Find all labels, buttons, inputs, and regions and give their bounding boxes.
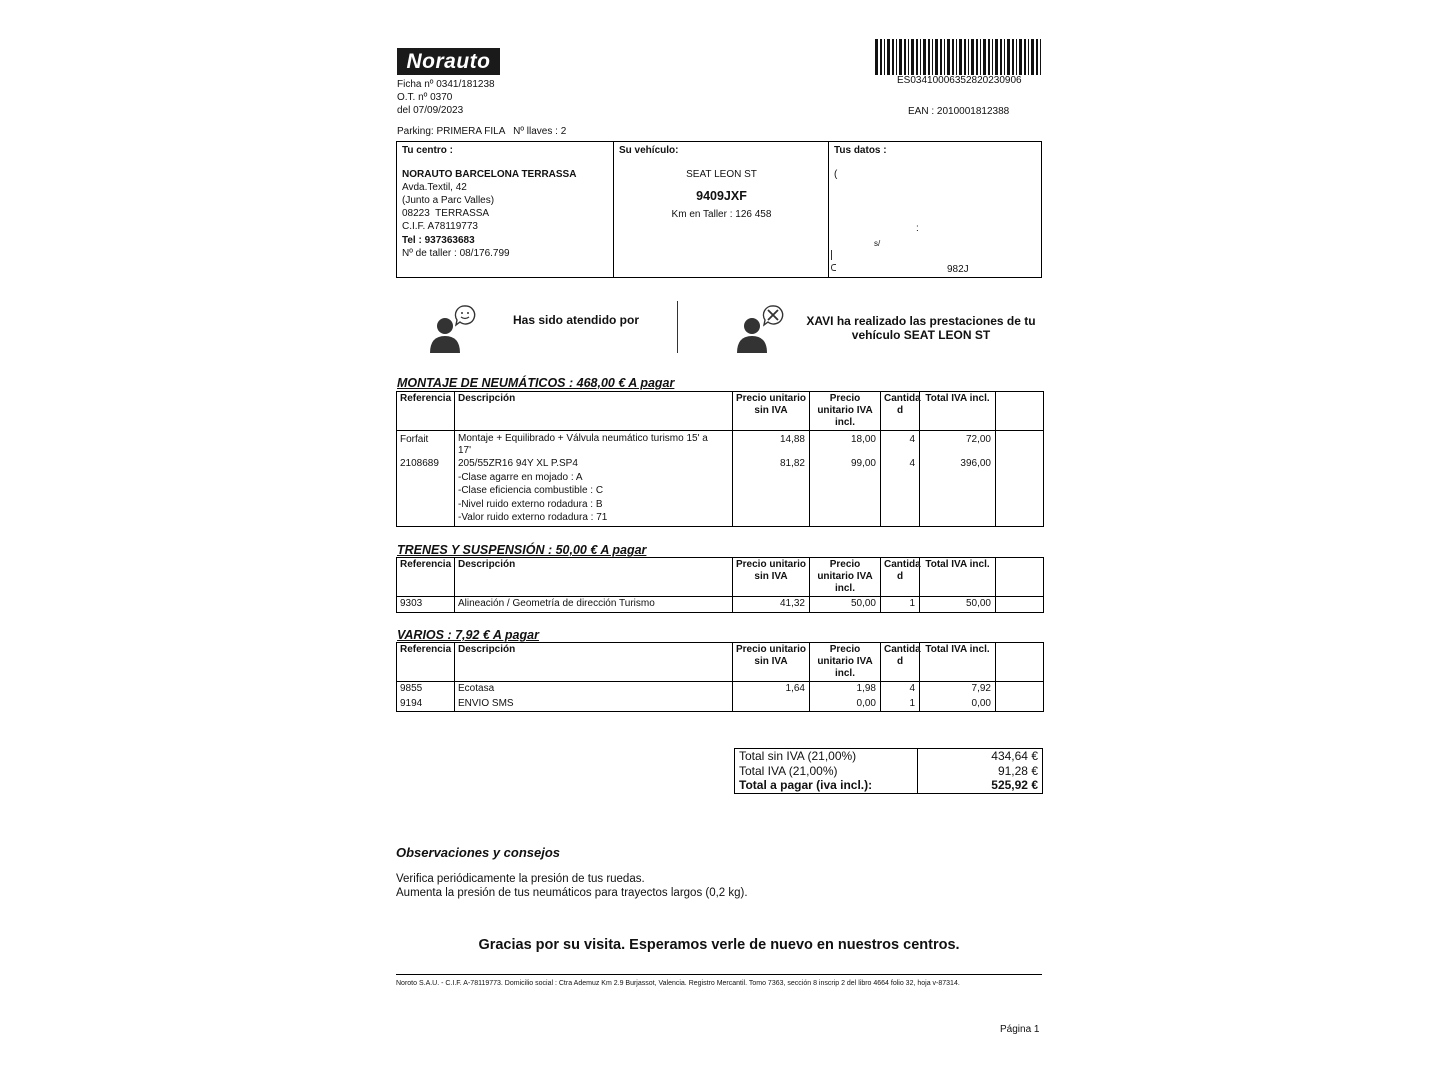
barcode-bar bbox=[1007, 39, 1010, 75]
ficha-number: Ficha nº 0341/181238 bbox=[397, 79, 495, 90]
observaciones-title: Observaciones y consejos bbox=[396, 845, 561, 860]
cell-empty bbox=[996, 697, 1044, 712]
barcode-bar bbox=[1012, 39, 1014, 75]
section-title-varios: VARIOS : 7,92 € A pagar bbox=[397, 628, 539, 642]
barcode-bar bbox=[940, 39, 942, 75]
total-iva-label: Total IVA (21,00%) bbox=[739, 763, 838, 778]
cell-pu-sin: 1,64 bbox=[733, 682, 810, 697]
observaciones-line-1: Verifica periódicamente la presión de tus ruedas. bbox=[396, 873, 645, 885]
header-total: Total IVA incl. bbox=[920, 392, 996, 431]
cell-empty bbox=[996, 682, 1044, 697]
cell-ref: 9194 bbox=[397, 697, 455, 712]
table-row bbox=[397, 431, 1044, 458]
mechanic-text bbox=[790, 314, 1052, 342]
table-varios bbox=[396, 642, 1044, 712]
barcode-bar bbox=[944, 39, 945, 75]
norauto-logo: Norauto bbox=[397, 48, 500, 75]
barcode-image bbox=[875, 39, 1044, 75]
centro-column bbox=[397, 142, 613, 277]
barcode-bar bbox=[875, 39, 878, 75]
totals-row-sin-iva bbox=[735, 749, 1043, 764]
vehicle-model: SEAT LEON ST bbox=[686, 169, 757, 180]
datos-mark-2 bbox=[831, 264, 836, 271]
vehicle-plate: 9409JXF bbox=[696, 189, 747, 203]
cell-pu-con: 50,00 bbox=[810, 597, 881, 613]
totals-row-pagar bbox=[735, 778, 1043, 793]
barcode-bar bbox=[964, 39, 966, 75]
barcode-bar bbox=[992, 39, 993, 75]
barcode-bar bbox=[935, 39, 938, 75]
barcode-bar bbox=[983, 39, 986, 75]
header-cantidad: Cantida d bbox=[881, 558, 920, 597]
cell-empty bbox=[996, 597, 1044, 613]
barcode-bar bbox=[995, 39, 998, 75]
datos-partial-4: 982J bbox=[947, 264, 969, 275]
datos-column bbox=[828, 142, 1041, 277]
cell-pu-sin: 41,32 bbox=[733, 597, 810, 613]
barcode-bar bbox=[952, 39, 954, 75]
cell-ref: 9303 bbox=[397, 597, 455, 613]
cell-empty bbox=[996, 457, 1044, 526]
barcode-bar bbox=[959, 39, 962, 75]
totals-row-iva bbox=[735, 764, 1043, 779]
cell-desc: Ecotasa bbox=[455, 682, 733, 697]
observaciones-line-2: Aumenta la presión de tus neumáticos para trayectos largos (0,2 kg). bbox=[396, 887, 748, 899]
attended-by-text: Has sido atendido por bbox=[513, 313, 640, 327]
cell-pu-con: 99,00 bbox=[810, 457, 881, 526]
header-empty bbox=[996, 392, 1044, 431]
barcode-bar bbox=[904, 39, 906, 75]
barcode-bar bbox=[1031, 39, 1034, 75]
header-cantidad: Cantida d bbox=[881, 643, 920, 682]
header-total: Total IVA incl. bbox=[920, 643, 996, 682]
centro-name: NORAUTO BARCELONA TERRASSA bbox=[402, 169, 577, 180]
cell-ref: 9855 bbox=[397, 682, 455, 697]
barcode-bar bbox=[1024, 39, 1026, 75]
barcode-bar bbox=[916, 39, 918, 75]
datos-partial-1: ( bbox=[834, 169, 838, 180]
header-pu-con-iva: Precio unitario IVA incl. bbox=[810, 643, 881, 682]
cell-total: 72,00 bbox=[920, 431, 996, 458]
parking-info: Parking: PRIMERA FILA Nº llaves : 2 bbox=[397, 126, 567, 137]
header-referencia: Referencia bbox=[397, 643, 455, 682]
barcode-bar bbox=[976, 39, 978, 75]
barcode-bar bbox=[920, 39, 921, 75]
centro-cif: C.I.F. A78119773 bbox=[402, 221, 478, 232]
header-cantidad: Cantida d bbox=[881, 392, 920, 431]
barcode-bar bbox=[896, 39, 897, 75]
cell-total: 7,92 bbox=[920, 682, 996, 697]
centro-heading: Tu centro : bbox=[402, 145, 453, 156]
cell-qty: 1 bbox=[881, 697, 920, 712]
cell-desc: Montaje + Equilibrado + Válvula neumático turismo 15' a 17' bbox=[455, 431, 733, 458]
totals-table bbox=[734, 748, 1043, 794]
header-descripcion: Descripción bbox=[455, 392, 733, 431]
header-total: Total IVA incl. bbox=[920, 558, 996, 597]
barcode-bar bbox=[947, 39, 950, 75]
cell-qty: 4 bbox=[881, 682, 920, 697]
cell-qty: 4 bbox=[881, 457, 920, 526]
barcode-bar bbox=[1019, 39, 1022, 75]
centro-address-2: (Junto a Parc Valles) bbox=[402, 195, 495, 206]
cell-desc: Alineación / Geometría de dirección Turismo bbox=[455, 597, 733, 613]
barcode-bar bbox=[1000, 39, 1002, 75]
header-empty bbox=[996, 558, 1044, 597]
table-row bbox=[397, 457, 1044, 526]
barcode-bar bbox=[880, 39, 882, 75]
table-row bbox=[397, 697, 1044, 712]
header-empty bbox=[996, 643, 1044, 682]
advisor-person-icon bbox=[428, 305, 480, 355]
barcode-bar bbox=[1028, 39, 1029, 75]
ean-code: EAN : 2010001812388 bbox=[908, 106, 1010, 117]
cell-empty bbox=[996, 431, 1044, 458]
cell-desc: ENVIO SMS bbox=[455, 697, 733, 712]
centro-address-1: Avda.Textil, 42 bbox=[402, 182, 467, 193]
barcode-bar bbox=[956, 39, 957, 75]
barcode-bar bbox=[908, 39, 909, 75]
barcode-bar bbox=[1016, 39, 1017, 75]
barcode-bar bbox=[887, 39, 890, 75]
barcode-bar bbox=[971, 39, 974, 75]
attended-divider bbox=[677, 301, 678, 353]
cell-ref: 2108689 bbox=[397, 457, 455, 526]
section-title-montaje: MONTAJE DE NEUMÁTICOS : 468,00 € A pagar bbox=[397, 376, 675, 390]
barcode-bar bbox=[884, 39, 885, 75]
barcode-bar bbox=[911, 39, 914, 75]
cell-total: 50,00 bbox=[920, 597, 996, 613]
total-sin-iva-value: 434,64 € bbox=[918, 749, 1043, 764]
centro-phone: Tel : 937363683 bbox=[402, 235, 475, 246]
cell-pu-con: 0,00 bbox=[810, 697, 881, 712]
mechanic-text-line-2: vehículo SEAT LEON ST bbox=[851, 328, 991, 342]
header-referencia: Referencia bbox=[397, 392, 455, 431]
barcode-bar bbox=[1040, 39, 1041, 75]
header-referencia: Referencia bbox=[397, 558, 455, 597]
mechanic-person-icon bbox=[735, 305, 787, 355]
table-row bbox=[397, 597, 1044, 613]
datos-mark bbox=[831, 250, 832, 260]
ot-number: O.T. nº 0370 bbox=[397, 92, 453, 103]
cell-total: 396,00 bbox=[920, 457, 996, 526]
barcode-bar bbox=[932, 39, 933, 75]
page-number: Página 1 bbox=[1000, 1024, 1040, 1035]
section-title-trenes: TRENES Y SUSPENSIÓN : 50,00 € A pagar bbox=[397, 543, 647, 557]
vehiculo-column bbox=[613, 142, 828, 277]
header-pu-con-iva: Precio unitario IVA incl. bbox=[810, 392, 881, 431]
cell-ref: Forfait bbox=[397, 431, 455, 458]
table-montaje bbox=[396, 391, 1044, 527]
thanks-message: Gracias por su visita. Esperamos verle de nuevo en nuestros centros. bbox=[478, 937, 960, 953]
centro-taller: Nº de taller : 08/176.799 bbox=[402, 248, 510, 259]
legal-notice: Noroto S.A.U. - C.I.F. A-78119773. Domicilio social : Ctra Ademuz Km 2.9 Burjassot, Valencia. Registro Mercantil. Tomo 7363, sección 8 inscrip 2 del libro 4664 folio 32, hoja v-87314. bbox=[396, 980, 960, 987]
cell-pu-con: 18,00 bbox=[810, 431, 881, 458]
header-pu-sin-iva: Precio unitario sin IVA bbox=[733, 558, 810, 597]
footer-divider bbox=[396, 974, 1042, 975]
barcode-bar bbox=[968, 39, 969, 75]
barcode-bar bbox=[1004, 39, 1005, 75]
datos-partial-3: : bbox=[916, 223, 919, 234]
datos-heading: Tus datos : bbox=[834, 145, 887, 156]
header-pu-sin-iva: Precio unitario sin IVA bbox=[733, 643, 810, 682]
total-sin-iva-label: Total sin IVA (21,00%) bbox=[739, 749, 857, 763]
order-date: del 07/09/2023 bbox=[397, 105, 464, 116]
info-box bbox=[396, 141, 1042, 278]
header-descripcion: Descripción bbox=[455, 558, 733, 597]
cell-qty: 4 bbox=[881, 431, 920, 458]
centro-address-3: 08223 TERRASSA bbox=[402, 208, 490, 219]
table-row bbox=[397, 682, 1044, 697]
cell-pu-sin: 81,82 bbox=[733, 457, 810, 526]
barcode-bar bbox=[1036, 39, 1038, 75]
cell-desc: 205/55ZR16 94Y XL P.SP4 -Clase agarre en mojado : A -Clase eficiencia combustible : C -Nivel ruido externo rodadura : B -Valor ruido externo rodadura : 71 bbox=[455, 457, 733, 526]
header-pu-con-iva: Precio unitario IVA incl. bbox=[810, 558, 881, 597]
table-trenes bbox=[396, 557, 1044, 613]
mechanic-text-line-1: XAVI ha realizado las prestaciones de tu bbox=[806, 314, 1036, 328]
barcode-bar bbox=[988, 39, 990, 75]
barcode-bar bbox=[923, 39, 926, 75]
header-pu-sin-iva: Precio unitario sin IVA bbox=[733, 392, 810, 431]
cell-qty: 1 bbox=[881, 597, 920, 613]
total-iva-value: 91,28 € bbox=[918, 764, 1043, 779]
total-pagar-label: Total a pagar (iva incl.): bbox=[739, 778, 873, 792]
barcode-bar bbox=[980, 39, 981, 75]
vehiculo-heading: Su vehículo: bbox=[619, 145, 679, 156]
header-descripcion: Descripción bbox=[455, 643, 733, 682]
barcode-bar bbox=[892, 39, 894, 75]
vehicle-km: Km en Taller : 126 458 bbox=[671, 209, 772, 220]
total-pagar-value: 525,92 € bbox=[918, 778, 1043, 793]
datos-partial-2: s/ bbox=[874, 239, 881, 248]
barcode-bar bbox=[899, 39, 902, 75]
cell-total: 0,00 bbox=[920, 697, 996, 712]
cell-pu-sin bbox=[733, 697, 810, 712]
cell-pu-con: 1,98 bbox=[810, 682, 881, 697]
cell-pu-sin: 14,88 bbox=[733, 431, 810, 458]
barcode-text: ES034100063528202309​06 bbox=[897, 75, 1022, 86]
barcode-bar bbox=[928, 39, 930, 75]
